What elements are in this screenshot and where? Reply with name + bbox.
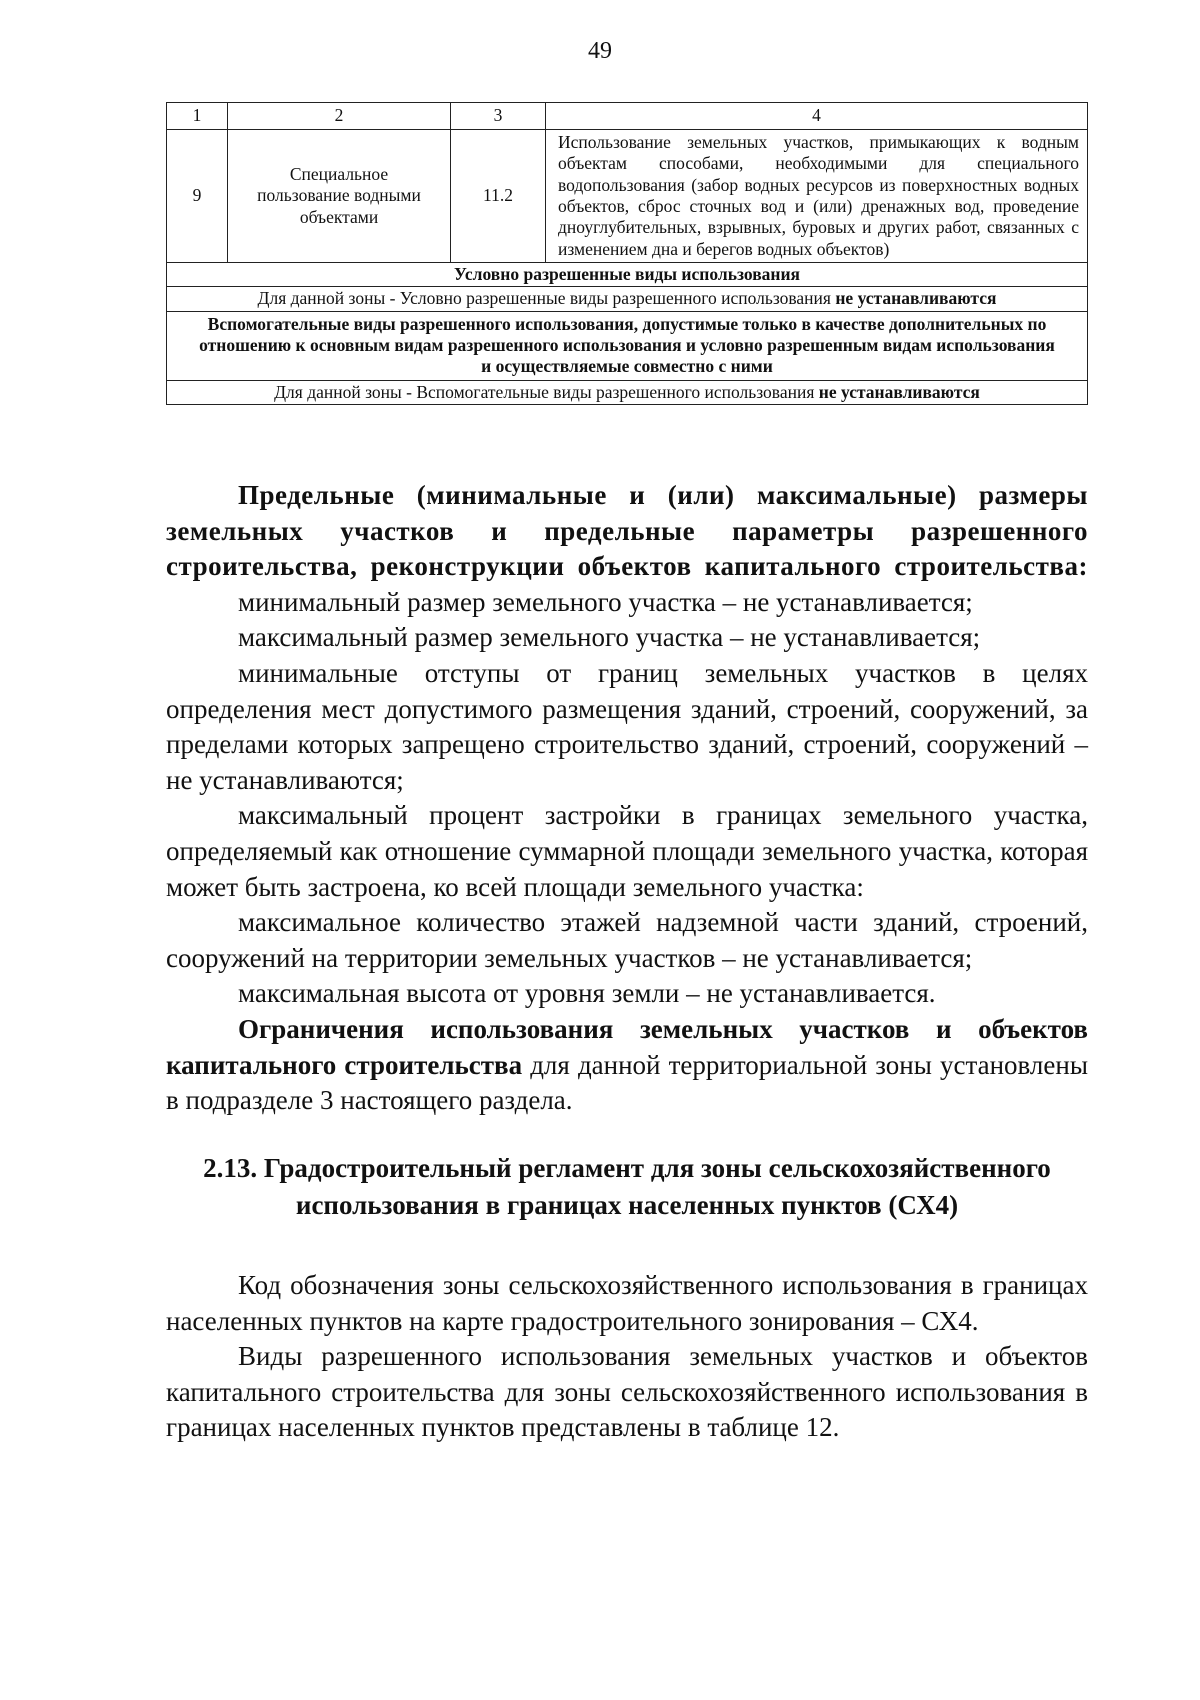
auxiliary-uses-status: не устанавливаются — [818, 381, 980, 402]
table-header-cell: 4 — [546, 103, 1088, 130]
row-number: 9 — [167, 130, 228, 263]
section-title-line: 2.13. Градостроительный регламент для зоны сельскохозяйственного — [203, 1153, 1051, 1183]
conditional-uses-title: Условно разрешенные виды использования — [167, 263, 1088, 287]
table-header-row — [167, 103, 1088, 130]
limits-item: минимальные отступы от границ земельных участков в целях определения мест допустимого размещения зданий, строений, сооружений, за пределами которых запрещено строительство зданий, строений, сооружений – не устанавливаются; — [166, 657, 1088, 795]
section-title — [166, 1150, 1088, 1224]
land-use-table — [166, 102, 1088, 405]
limits-heading: Предельные (минимальные и (или) максимальные) размеры земельных участков и предельные параметры разрешенного строительства, реконструкции объектов капитального строительства: — [166, 480, 1088, 582]
permitted-uses-paragraph: Виды разрешенного использования земельных участков и объектов капитального строительства для зоны сельскохозяйственного использования в границах населенных пунктов представлены в таблице 12. — [166, 1341, 1088, 1443]
table-row — [167, 287, 1088, 311]
table-row — [167, 311, 1088, 380]
auxiliary-uses-prefix: Для данной зоны - Вспомогательные виды разрешенного использования — [274, 381, 819, 402]
table-header-cell: 3 — [451, 103, 546, 130]
limits-item: максимальная высота от уровня земли – не устанавливается. — [238, 978, 936, 1009]
table-header-cell: 1 — [167, 103, 228, 130]
page-number: 49 — [588, 38, 612, 64]
conditional-uses-text — [167, 287, 1088, 311]
auxiliary-uses-text — [167, 380, 1088, 404]
zone-code-paragraph: Код обозначения зоны сельскохозяйственного использования в границах населенных пунктов на карте градостроительного зонирования – СХ4. — [166, 1270, 1088, 1336]
limits-item: максимальный процент застройки в границах земельного участка, определяемый как отношение суммарной площади земельного участка, которая может быть застроена, ко всей площади земельного участка: — [166, 800, 1088, 902]
conditional-uses-status: не устанавливаются — [835, 288, 997, 309]
row-use-name: Специальное пользование водными объектами — [228, 130, 451, 263]
table-header-cell: 2 — [228, 103, 451, 130]
restrictions-rest: для данной территориальной зоны установлены в подразделе 3 настоящего раздела. — [166, 1049, 1088, 1116]
restrictions-paragraph — [166, 1012, 1088, 1119]
limits-item: максимальный размер земельного участка – не устанавливается; — [238, 622, 981, 653]
table-row — [167, 130, 1088, 263]
section-title-line: использования в границах населенных пунктов (СХ4) — [295, 1190, 959, 1220]
row-use-description: Использование земельных участков, примыкающих к водным объектам способами, необходимыми для специального водопользования (забор водных ресурсов из поверхностных водных объектов, сброс сточных вод и (или) дренажных вод, проведение дноуглубительных, взрывных, буровых и других работ, связанных с изменением дна и берегов водных объектов) — [546, 130, 1088, 263]
table-row — [167, 380, 1088, 404]
conditional-uses-prefix: Для данной зоны - Условно разрешенные виды разрешенного использования — [257, 288, 836, 309]
limits-block — [166, 478, 1088, 1119]
row-use-code: 11.2 — [451, 130, 546, 263]
restrictions-bold: Ограничения использования земельных участков и объектов капитального строительства — [166, 1013, 1088, 1080]
auxiliary-uses-title: Вспомогательные виды разрешенного использования, допустимые только в качестве дополнительных по отношению к основным видам разрешенного использования и условно разрешенным видам использования и осуществляемые совместно с ними — [167, 311, 1088, 380]
section-body — [166, 1268, 1088, 1446]
table-row — [167, 263, 1088, 287]
limits-item: минимальный размер земельного участка – не устанавливается; — [238, 586, 973, 617]
limits-item: максимальное количество этажей надземной части зданий, строений, сооружений на территории земельных участков – не устанавливается; — [166, 907, 1088, 973]
